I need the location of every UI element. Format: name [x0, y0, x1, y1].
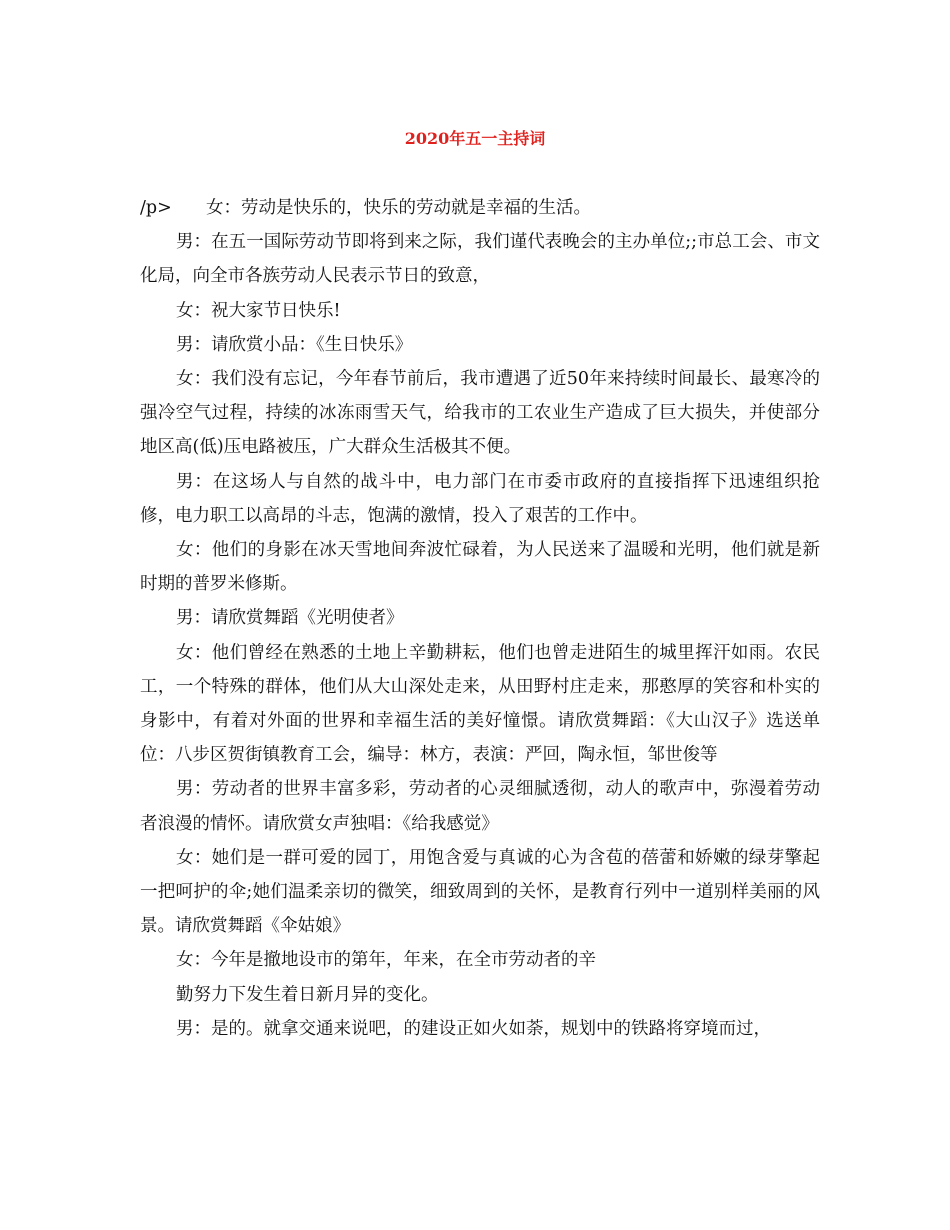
paragraph-11: 女：她们是一群可爱的园丁，用饱含爱与真诚的心为含苞的蓓蕾和娇嫩的绿芽擎起一把呵护的伞;她们温柔亲切的微笑，细致周到的关怀，是教育行列中一道别样美丽的风景。请欣赏舞蹈《伞姑娘》: [140, 847, 820, 937]
paragraph-9: 女：他们曾经在熟悉的土地上辛勤耕耘，他们也曾走进陌生的城里挥汗如雨。农民工，一个特殊的群体，他们从大山深处走来，从田野村庄走来，那憨厚的笑容和朴实的身影中，有着对外面的世界和幸福生活的美好憧憬。请欣赏舞蹈：《大山汉子》选送单位：八步区贺街镇教育工会，编导：林方，表演：严回，陶永恒，邹世俊等: [140, 642, 820, 766]
paragraph-14: 男：是的。就拿交通来说吧，的建设正如火如荼，规划中的铁路将穿境而过，: [176, 1018, 771, 1039]
document-body: [140, 191, 820, 1046]
paragraph-13: 勤努力下发生着日新月异的变化。: [176, 984, 439, 1005]
paragraph-12: 女：今年是撤地设市的第年，年来，在全市劳动者的辛: [176, 950, 596, 971]
paragraph-2: 男：在五一国际劳动节即将到来之际，我们谨代表晚会的主办单位;;市总工会、市文化局，向全市各族劳动人民表示节日的致意，: [140, 232, 820, 287]
paragraph-10: 男：劳动者的世界丰富多彩，劳动者的心灵细腻透彻，动人的歌声中，弥漫着劳动者浪漫的情怀。请欣赏女声独唱：《给我感觉》: [140, 779, 820, 834]
stray-tag-text: /p>: [140, 198, 172, 218]
paragraph-7: 女：他们的身影在冰天雪地间奔波忙碌着，为人民送来了温暖和光明，他们就是新时期的普罗米修斯。: [140, 540, 820, 595]
paragraph-1-text: 女：劳动是快乐的，快乐的劳动就是幸福的生活。: [206, 198, 591, 218]
paragraph-6: 男：在这场人与自然的战斗中，电力部门在市委市政府的直接指挥下迅速组织抢修，电力职工以高昂的斗志，饱满的激情，投入了艰苦的工作中。: [140, 471, 820, 526]
paragraph-1: [140, 191, 820, 225]
paragraph-3: 女：祝大家节日快乐!: [176, 300, 341, 321]
document-title: 2020年五一主持词: [404, 129, 546, 148]
paragraph-8: 男：请欣赏舞蹈《光明使者》: [176, 608, 404, 629]
paragraph-4: 男：请欣赏小品：《生日快乐》: [176, 334, 413, 355]
paragraph-5: 女：我们没有忘记，今年春节前后，我市遭遇了近50年来持续时间最长、最寒冷的强冷空气过程，持续的冰冻雨雪天气，给我市的工农业生产造成了巨大损失，并使部分地区高(低)压电路被压，广大群众生活极其不便。: [140, 369, 820, 458]
